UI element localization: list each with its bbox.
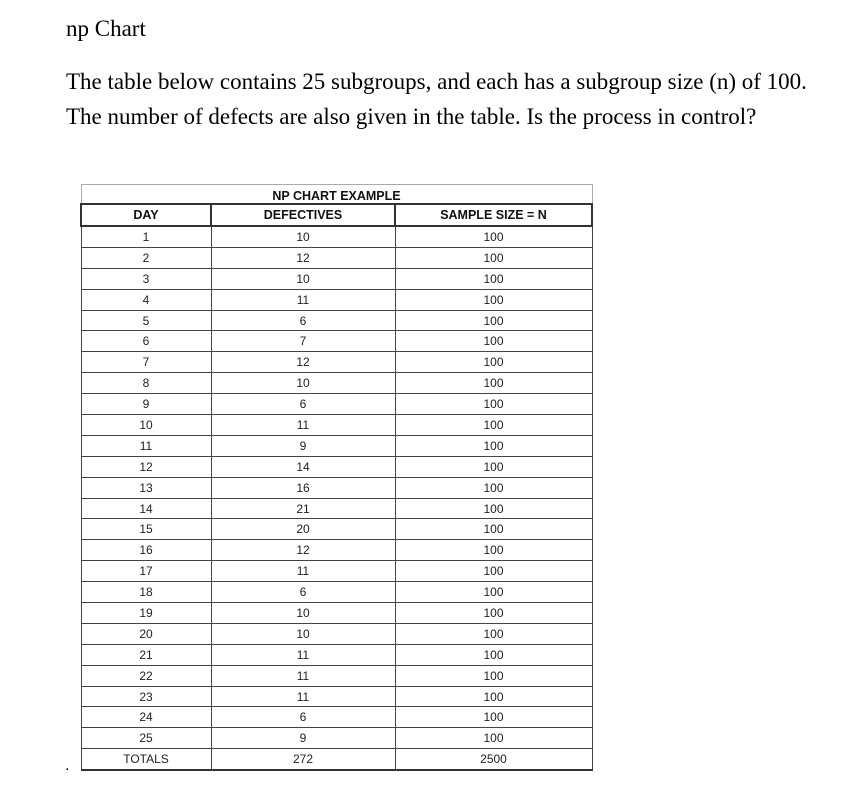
cell-defectives: 12 xyxy=(211,247,395,268)
question-text: The table below contains 25 subgroups, and each has a subgroup size (n) of 100. The number of defects are also given in the table. Is the process in control? xyxy=(66,69,807,129)
table-row xyxy=(81,247,592,268)
totals-defectives: 272 xyxy=(211,749,395,770)
cell-defectives: 10 xyxy=(211,226,395,247)
table-row xyxy=(81,644,592,665)
cell-day: 4 xyxy=(81,289,211,310)
header-defectives: DEFECTIVES xyxy=(211,204,395,226)
table-row xyxy=(81,582,592,603)
cell-day: 23 xyxy=(81,686,211,707)
table-row xyxy=(81,456,592,477)
totals-label: TOTALS xyxy=(81,749,211,770)
cell-defectives: 20 xyxy=(211,519,395,540)
bullet-dot: . xyxy=(65,757,70,774)
table-row xyxy=(81,540,592,561)
cell-defectives: 9 xyxy=(211,435,395,456)
table-row xyxy=(81,435,592,456)
cell-sample-size: 100 xyxy=(395,728,592,749)
cell-defectives: 11 xyxy=(211,561,395,582)
cell-day: 1 xyxy=(81,226,211,247)
table-row xyxy=(81,498,592,519)
cell-defectives: 6 xyxy=(211,582,395,603)
table-row xyxy=(81,352,592,373)
cell-day: 13 xyxy=(81,477,211,498)
cell-sample-size: 100 xyxy=(395,435,592,456)
cell-defectives: 12 xyxy=(211,352,395,373)
cell-sample-size: 100 xyxy=(395,623,592,644)
totals-sample-size: 2500 xyxy=(395,749,592,770)
cell-defectives: 6 xyxy=(211,310,395,331)
cell-sample-size: 100 xyxy=(395,289,592,310)
cell-day: 18 xyxy=(81,582,211,603)
cell-defectives: 10 xyxy=(211,268,395,289)
np-chart-table xyxy=(80,184,593,771)
cell-sample-size: 100 xyxy=(395,373,592,394)
table-row xyxy=(81,686,592,707)
cell-sample-size: 100 xyxy=(395,352,592,373)
header-day: DAY xyxy=(81,204,211,226)
cell-day: 20 xyxy=(81,623,211,644)
table-header-row xyxy=(81,204,592,226)
table-row xyxy=(81,268,592,289)
table-row xyxy=(81,394,592,415)
header-sample-size: SAMPLE SIZE = N xyxy=(395,204,592,226)
cell-sample-size: 100 xyxy=(395,498,592,519)
cell-defectives: 9 xyxy=(211,728,395,749)
cell-sample-size: 100 xyxy=(395,519,592,540)
table-row xyxy=(81,289,592,310)
table-row xyxy=(81,331,592,352)
cell-sample-size: 100 xyxy=(395,582,592,603)
table-row xyxy=(81,623,592,644)
cell-defectives: 21 xyxy=(211,498,395,519)
cell-sample-size: 100 xyxy=(395,310,592,331)
table-row xyxy=(81,477,592,498)
cell-defectives: 12 xyxy=(211,540,395,561)
cell-day: 15 xyxy=(81,519,211,540)
cell-day: 6 xyxy=(81,331,211,352)
cell-day: 11 xyxy=(81,435,211,456)
cell-defectives: 14 xyxy=(211,456,395,477)
table-row xyxy=(81,226,592,247)
cell-day: 22 xyxy=(81,665,211,686)
table-row xyxy=(81,373,592,394)
cell-day: 12 xyxy=(81,456,211,477)
table-title: NP CHART EXAMPLE xyxy=(81,185,592,205)
cell-sample-size: 100 xyxy=(395,415,592,436)
cell-defectives: 10 xyxy=(211,373,395,394)
cell-sample-size: 100 xyxy=(395,540,592,561)
cell-sample-size: 100 xyxy=(395,686,592,707)
cell-defectives: 11 xyxy=(211,665,395,686)
cell-day: 16 xyxy=(81,540,211,561)
table-row xyxy=(81,728,592,749)
cell-day: 24 xyxy=(81,707,211,728)
table-row xyxy=(81,310,592,331)
cell-day: 3 xyxy=(81,268,211,289)
table-row xyxy=(81,707,592,728)
table-row xyxy=(81,415,592,436)
cell-day: 17 xyxy=(81,561,211,582)
cell-defectives: 7 xyxy=(211,331,395,352)
cell-defectives: 11 xyxy=(211,289,395,310)
cell-day: 25 xyxy=(81,728,211,749)
cell-sample-size: 100 xyxy=(395,394,592,415)
cell-defectives: 16 xyxy=(211,477,395,498)
table-title-row xyxy=(81,185,592,205)
cell-sample-size: 100 xyxy=(395,456,592,477)
cell-defectives: 10 xyxy=(211,603,395,624)
cell-day: 9 xyxy=(81,394,211,415)
page-heading: np Chart xyxy=(66,16,146,41)
cell-day: 19 xyxy=(81,603,211,624)
cell-defectives: 11 xyxy=(211,686,395,707)
cell-sample-size: 100 xyxy=(395,247,592,268)
table-row xyxy=(81,665,592,686)
cell-sample-size: 100 xyxy=(395,268,592,289)
cell-day: 21 xyxy=(81,644,211,665)
cell-sample-size: 100 xyxy=(395,561,592,582)
cell-defectives: 11 xyxy=(211,415,395,436)
cell-sample-size: 100 xyxy=(395,603,592,624)
cell-day: 10 xyxy=(81,415,211,436)
cell-defectives: 6 xyxy=(211,707,395,728)
cell-defectives: 10 xyxy=(211,623,395,644)
cell-sample-size: 100 xyxy=(395,707,592,728)
cell-day: 8 xyxy=(81,373,211,394)
cell-defectives: 11 xyxy=(211,644,395,665)
cell-sample-size: 100 xyxy=(395,665,592,686)
cell-sample-size: 100 xyxy=(395,226,592,247)
cell-defectives: 6 xyxy=(211,394,395,415)
cell-sample-size: 100 xyxy=(395,331,592,352)
cell-day: 14 xyxy=(81,498,211,519)
cell-day: 7 xyxy=(81,352,211,373)
cell-day: 2 xyxy=(81,247,211,268)
table-row xyxy=(81,519,592,540)
totals-row xyxy=(81,749,592,770)
table-row xyxy=(81,561,592,582)
np-chart-table-body xyxy=(81,185,592,771)
cell-sample-size: 100 xyxy=(395,644,592,665)
cell-sample-size: 100 xyxy=(395,477,592,498)
cell-day: 5 xyxy=(81,310,211,331)
table-row xyxy=(81,603,592,624)
